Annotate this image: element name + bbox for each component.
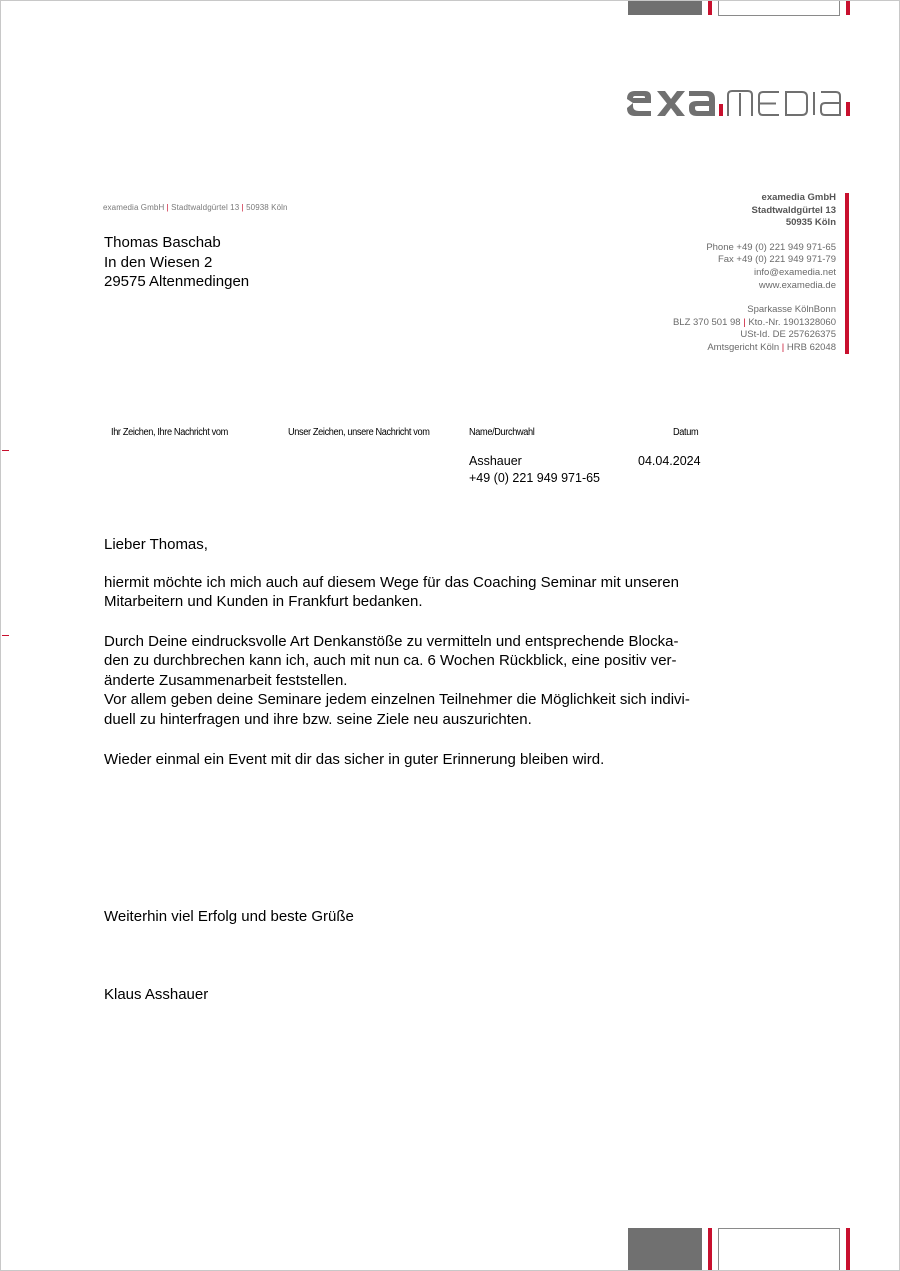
side-red-bar (845, 193, 849, 354)
bottom-red-bar-right (846, 1228, 850, 1271)
recipient-street: In den Wiesen 2 (104, 253, 213, 271)
company-fax: Fax +49 (0) 221 949 971-79 (717, 254, 836, 266)
fold-mark-top (2, 450, 9, 451)
name-extension-label: Name/Durchwahl (469, 427, 535, 438)
company-web[interactable]: www.examedia.de (758, 279, 836, 291)
top-outline-box (718, 0, 840, 16)
company-bank: Sparkasse KölnBonn (747, 304, 836, 316)
bottom-gray-block (628, 1228, 702, 1271)
company-register: Amtsgericht Köln | HRB 62048 (707, 341, 836, 353)
company-info-block (596, 192, 836, 355)
company-vat-id: USt-Id. DE 257626375 (740, 329, 836, 341)
company-bank-account: BLZ 370 501 98 | Kto.-Nr. 1901328060 (672, 316, 836, 328)
sender-return-line: examedia GmbH | Stadtwaldgürtel 13 | 50938 Köln (103, 203, 288, 212)
letter-date: 04.04.2024 (638, 454, 701, 468)
closing: Weiterhin viel Erfolg und beste Grüße (104, 908, 354, 925)
recipient-address (104, 233, 249, 292)
top-red-bar-left (708, 1, 712, 15)
company-name: examedia GmbH (761, 192, 836, 203)
recipient-city: 29575 Altenmedingen (104, 273, 250, 290)
contact-name: Asshauer (469, 454, 522, 468)
paragraph-1: hiermit möchte ich mich auch auf diesem Wege für das Coaching Seminar mit unseren Mitarbeitern und Kunden in Frankfurt bedanken. (104, 574, 679, 611)
top-gray-block (628, 1, 702, 15)
our-reference-label: Unser Zeichen, unsere Nachricht vom (288, 427, 430, 438)
bottom-outline-box (718, 1228, 840, 1271)
contact-phone: +49 (0) 221 949 971-65 (469, 471, 601, 485)
top-red-bar-right (846, 1, 850, 15)
salutation: Lieber Thomas, (104, 536, 208, 553)
your-reference-label: Ihr Zeichen, Ihre Nachricht vom (111, 427, 228, 438)
paragraph-2: Durch Deine eindrucksvolle Art Denkanstöße zu vermitteln und entsprechende Blocka- den zu durchbrechen kann ich, auch mit nun ca. 6 Wochen Rückblick, eine positiv ver- änderte Zusammenarbeit feststellen. Vor allem geben deine Seminare jedem einzelnen Teilnehmer die Möglichkeit sich indivi- duell zu hinterfragen und ihre bzw. seine Ziele neu auszurichten. (104, 633, 690, 728)
examedia-logo (625, 87, 851, 119)
paragraph-3: Wieder einmal ein Event mit dir das sicher in guter Erinnerung bleiben wird. (104, 751, 605, 768)
company-street: Stadtwaldgürtel 13 (751, 204, 836, 216)
company-city: 50935 Köln (785, 217, 836, 229)
company-phone: Phone +49 (0) 221 949 971-65 (706, 241, 836, 253)
signature-name: Klaus Asshauer (104, 986, 209, 1003)
recipient-name: Thomas Baschab (104, 234, 221, 251)
punch-mark (2, 635, 9, 636)
bottom-red-bar-left (708, 1228, 712, 1271)
company-email[interactable]: info@examedia.net (754, 266, 836, 278)
date-label: Datum (673, 427, 699, 438)
